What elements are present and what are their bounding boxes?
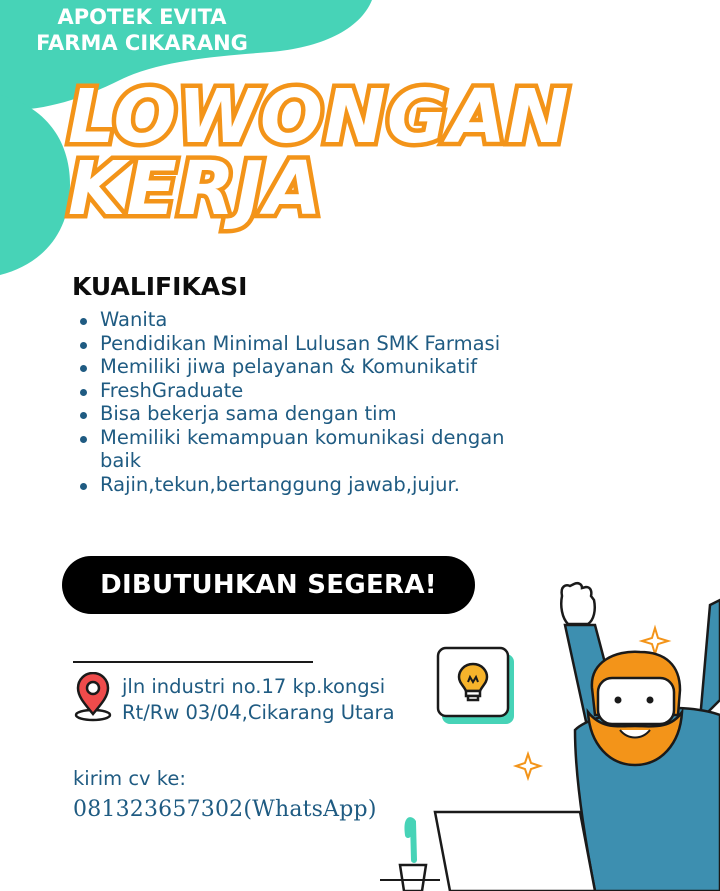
list-item: [78, 308, 548, 332]
sparkle-icon: [516, 754, 540, 778]
headline-line2: KERJA: [68, 146, 323, 232]
bullet-icon: [80, 318, 87, 325]
list-item-text: Wanita: [100, 308, 168, 331]
list-item-text: Memiliki jiwa pelayanan & Komunikatif: [100, 355, 478, 378]
urgent-hiring-badge: DIBUTUHKAN SEGERA!: [62, 556, 475, 614]
bullet-icon: [80, 412, 87, 419]
bullet-icon: [80, 342, 87, 349]
list-item: [78, 332, 548, 356]
address-line1: jln industri no.17 kp.kongsi: [122, 675, 386, 698]
divider: [73, 661, 313, 663]
list-item: [78, 402, 548, 426]
list-item-text: Pendidikan Minimal Lulusan SMK Farmasi: [100, 331, 501, 355]
map-pin-icon: [73, 672, 113, 722]
list-item-text: Bisa bekerja sama dengan tim: [100, 402, 397, 425]
send-cv-label: kirim cv ke:: [73, 767, 186, 790]
cheering-person-illustration: [380, 580, 720, 891]
list-item: [78, 426, 548, 473]
company-name-line2: FARMA CIKARANG: [36, 31, 248, 55]
list-item: [78, 355, 548, 379]
sparkle-icon: [642, 628, 668, 654]
bullet-icon: [80, 365, 87, 372]
company-name: [22, 4, 262, 56]
qualifications-list: [78, 308, 548, 496]
company-name-line1: APOTEK EVITA: [57, 5, 227, 29]
address-line2: Rt/Rw 03/04,Cikarang Utara: [122, 701, 395, 724]
bullet-icon: [80, 436, 87, 443]
headline-line1: LOWONGAN: [68, 74, 570, 160]
list-item-text: FreshGraduate: [100, 378, 244, 402]
list-item: [78, 473, 548, 497]
list-item-text: Memiliki kemampuan komunikasi dengan baik: [100, 425, 505, 472]
bullet-icon: [80, 483, 87, 490]
list-item-text: Rajin,tekun,bertanggung jawab,jujur.: [100, 472, 460, 496]
whatsapp-number[interactable]: 081323657302(WhatsApp): [73, 797, 377, 822]
list-item: [78, 379, 548, 403]
bullet-icon: [80, 389, 87, 396]
qualifications-heading: KUALIFIKASI: [72, 272, 248, 301]
address: [122, 674, 395, 726]
